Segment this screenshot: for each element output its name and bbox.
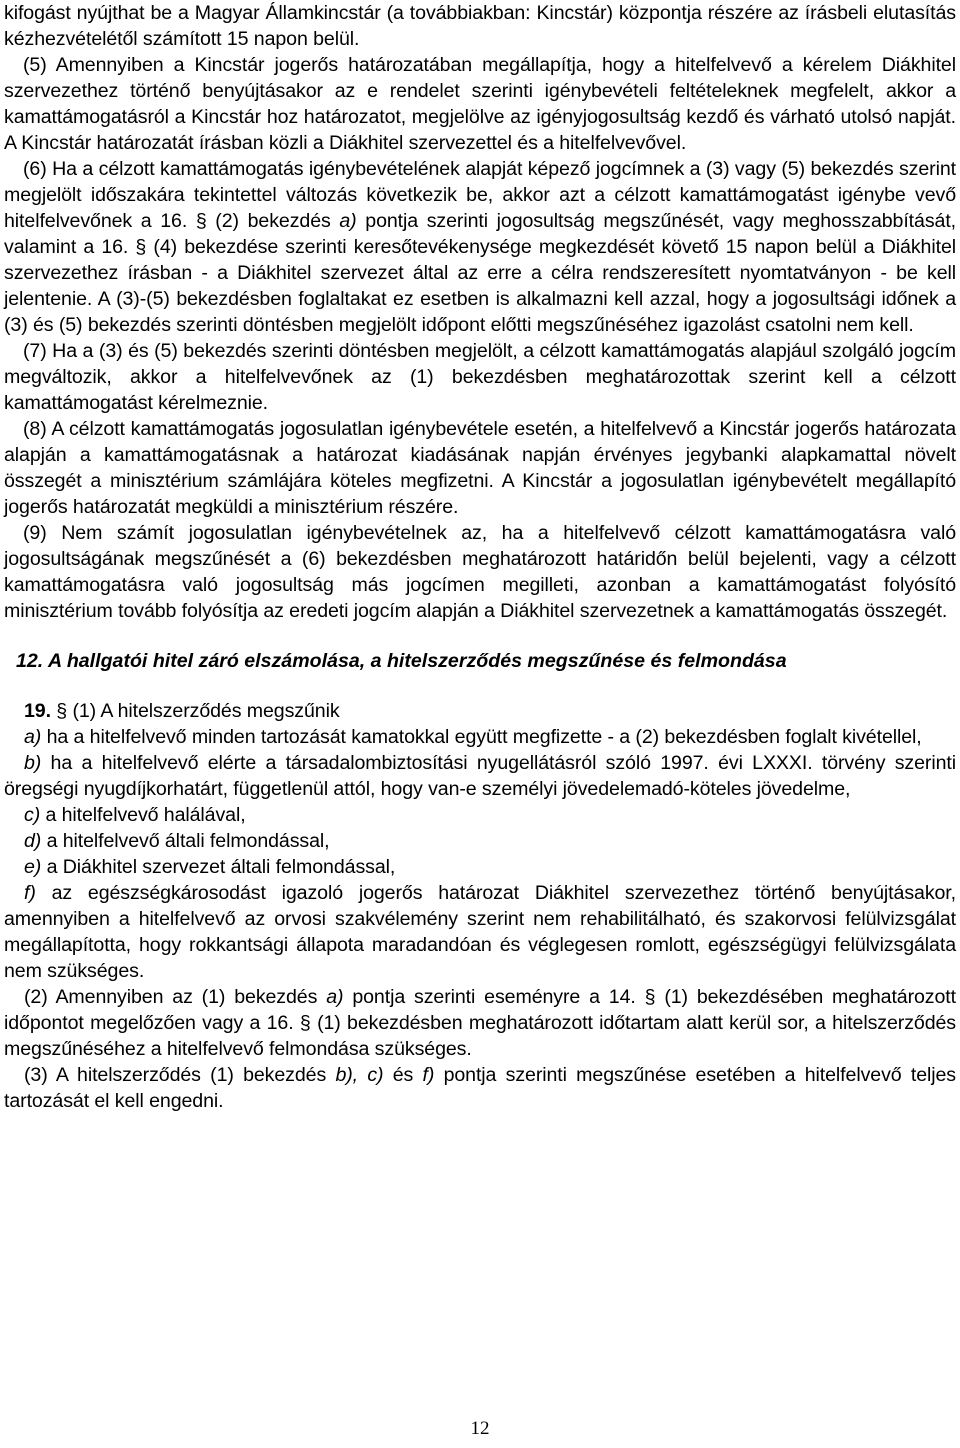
- list-item-e: [4, 854, 956, 880]
- list-item-c: [4, 802, 956, 828]
- item-label: b): [24, 752, 42, 774]
- text-run: pontja szerinti eseményre a 14. § (1) bekezdésében meghatározott időpontot megelőzően vagy a 16. § (1) bekezdésben meghatározott időtartam alatt kerül sor, a hitelszerződés megszűnéséhez a hitelfelvevő felmondása szükséges.: [4, 986, 956, 1060]
- paragraph-5: [4, 52, 956, 156]
- text-run: (2) Amennyiben az (1) bekezdés: [24, 986, 327, 1008]
- text-run: [358, 1064, 367, 1086]
- item-label: e): [24, 856, 42, 878]
- text-run: a Diákhitel szervezet általi felmondással,: [41, 856, 396, 878]
- text-run: (8) A célzott kamattámogatás jogosulatlan igénybevétele esetén, a hitelfelvevő a Kincstár jogerős határozata alapján a kamattámogatásnak a határozat kiadásának napján érvényes jegybanki alapkamattal növelt összegét a minisztérium számlájára köteles megfizetni. A Kincstár a jogosulatlan igénybevételt megállapító jogerős határozatát megküldi a minisztérium részére.: [4, 418, 956, 518]
- section-19-paragraph-1: [4, 698, 956, 724]
- section-number: 19.: [24, 700, 51, 722]
- item-label: a): [24, 726, 42, 748]
- text-run: (9) Nem számít jogosulatlan igénybevételnek az, ha a hitelfelvevő célzott kamattámogatásra való jogosultságának megszűnését a (6) bekezdésben meghatározott határidőn belül bejelenti, vagy a célzott kamattámogatásra való jogosultság más jogcímen megilleti, azonban a kamattámogatást folyósító minisztérium tovább folyósítja az eredeti jogcím alapján a Diákhitel szervezetnek a kamattámogatás összegét.: [4, 522, 956, 622]
- paragraph-8: [4, 416, 956, 520]
- text-run: kifogást nyújthat be a Magyar Államkincstár (a továbbiakban: Kincstár) központja részére az írásbeli elutasítás kézhezvételétől számított 15 napon belül.: [4, 2, 956, 50]
- paragraph-6: [4, 156, 956, 338]
- page-number: 12: [470, 1418, 490, 1439]
- list-item-b: [4, 750, 956, 802]
- text-run: és: [383, 1064, 423, 1086]
- text-run: pontja szerinti megszűnése esetében a hitelfelvevő teljes tartozását el kell engedni.: [4, 1064, 956, 1112]
- list-item-f: [4, 880, 956, 984]
- text-run: (5) Amennyiben a Kincstár jogerős határozatában megállapítja, hogy a hitelfelvevő a kérelem Diákhitel szervezethez történő benyújtásakor az e rendelet szerinti igénybevételi feltételeknek megfelelt, akkor a kamattámogatásról a Kincstár hoz határozatot, megjelölve az igényjogosultság kezdő és várható utolsó napját. A Kincstár határozatát írásban közli a Diákhitel szervezettel és a hitelfelvevővel.: [4, 54, 956, 154]
- text-run: § (1) A hitelszerződés megszűnik: [50, 700, 340, 722]
- text-run: (6) Ha a célzott kamattámogatás igénybevételének alapját képező jogcímnek a (3) vagy (5) bekezdés szerint megjelölt időszakára tekintettel változás következik be, akkor azt a célzott kamattámogatást igénybe vevő hitelfelvevőnek a 16. § (2) bekezdés: [4, 158, 956, 232]
- paragraph-9: [4, 520, 956, 624]
- item-label: a): [339, 210, 357, 232]
- item-label: c): [367, 1064, 384, 1086]
- text-run: az egészségkárosodást igazoló jogerős határozat Diákhitel szervezethez történő benyújtásakor, amennyiben a hitelfelvevő az orvosi szakvélemény szerint nem rehabilitálható, és szakorvosi felülvizsgálat megállapította, hogy rokkantsági állapota maradandóan és véglegesen romlott, egészségügyi felülvizsgálata nem szükséges.: [4, 882, 956, 982]
- paragraph-7: [4, 338, 956, 416]
- text-run: a hitelfelvevő általi felmondással,: [41, 830, 330, 852]
- item-label: a): [326, 986, 344, 1008]
- item-label: b),: [335, 1064, 359, 1086]
- text-run: (3) A hitelszerződés (1) bekezdés: [24, 1064, 336, 1086]
- section-heading: 12. A hallgatói hitel záró elszámolása, a hitelszerződés megszűnése és felmondása: [16, 650, 787, 672]
- list-item-a: [4, 724, 956, 750]
- item-label: f): [24, 882, 36, 904]
- item-label: f): [422, 1064, 435, 1086]
- item-label: c): [24, 804, 41, 826]
- text-run: ha a hitelfelvevő elérte a társadalombiztosítási nyugellátásról szóló 1997. évi LXXXI. törvény szerinti öregségi nyugdíjkorhatárt, függetlenül attól, hogy van-e személyi jövedelemadó-köteles jövedelme,: [4, 752, 956, 800]
- item-label: d): [24, 830, 42, 852]
- text-run: pontja szerinti jogosultság megszűnését, vagy meghosszabbítását, valamint a 16. § (4) bekezdése szerinti keresőtevékenysége megkezdését követő 15 napon belül a Diákhitel szervezethez írásban - a Diákhitel szervezet által az erre a célra rendszeresített nyomtatványon - be kell jelentenie. A (3)-(5) bekezdésben foglaltakat ez esetben is alkalmazni kell azzal, hogy a jogosultsági időnek a (3) és (5) bekezdés szerinti döntésben megjelölt időpont előtti megszűnéséhez igazolást csatolni nem kell.: [4, 210, 957, 336]
- text-run: a hitelfelvevő halálával,: [40, 804, 246, 826]
- section-19-paragraph-3: [4, 1062, 956, 1114]
- section-19-paragraph-2: [4, 984, 956, 1062]
- paragraph-continuation: [4, 0, 956, 52]
- text-run: ha a hitelfelvevő minden tartozását kamatokkal együtt megfizette - a (2) bekezdésben foglalt kivétellel,: [41, 726, 922, 748]
- text-run: (7) Ha a (3) és (5) bekezdés szerinti döntésben megjelölt, a célzott kamattámogatás alapjául szolgáló jogcím megváltozik, akkor a hitelfelvevőnek az (1) bekezdésben meghatározottak szerint kell a célzott kamattámogatást kérelmeznie.: [4, 340, 956, 414]
- document-body: [4, 0, 956, 1114]
- list-item-d: [4, 828, 956, 854]
